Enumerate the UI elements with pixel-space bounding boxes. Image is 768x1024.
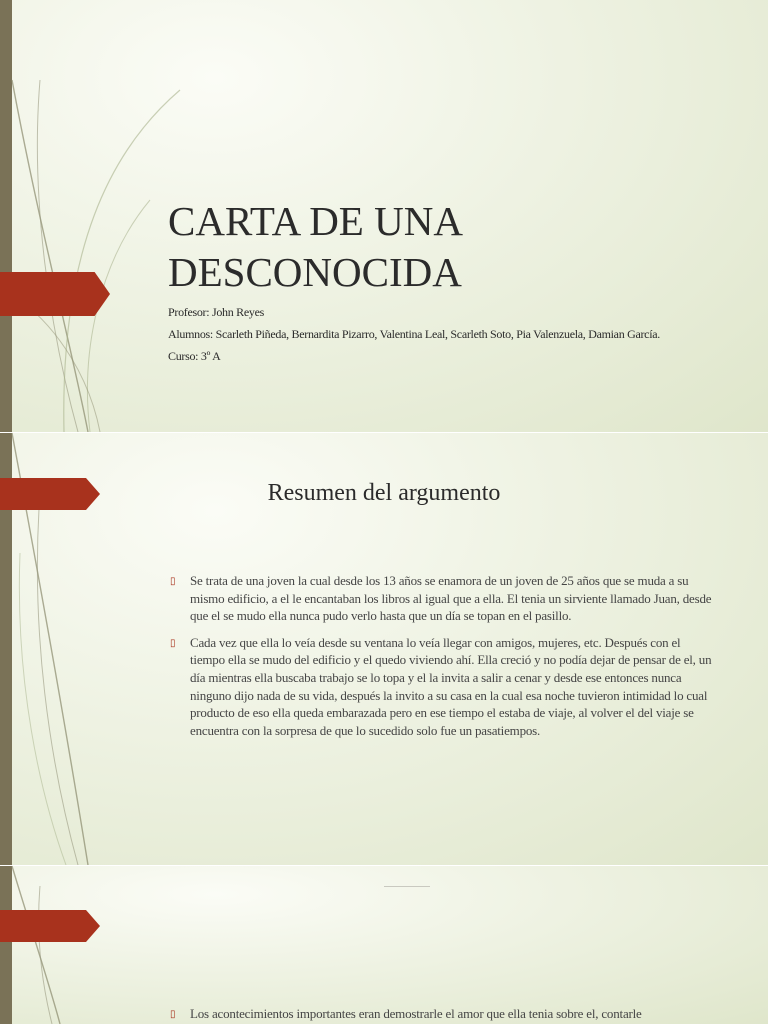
bullet-text: Cada vez que ella lo veía desde su ventana lo veía llegar con amigos, mujeres, etc. Después con el tiempo ella se mudo del edificio y el quedo viviendo ahí. Ella creció y no podía dejar de pensar de el, un día mientras ella buscaba trabajo se lo topa y el la invita a salir a cenar y desde ese entonces nunca ninguno dijo nada de su vida, después la invito a su casa en la cual esa noche tuvieron intimidad lo cual producto de eso ella queda embarazada pero en ese tiempo el estaba de viaje, al volver el del viaje se encuentra con la sorpresa de que lo sucedido solo fue un pasatiempos. [190, 634, 712, 738]
bullet-item [168, 572, 718, 625]
bullet-glyph: ▯ [170, 576, 176, 587]
events-bullet-list [168, 1005, 718, 1024]
students-line: Alumnos: Scarleth Piñeda, Bernardita Pizarro, Valentina Leal, Scarleth Soto, Pia Valenzuela, Damian García. [168, 327, 660, 341]
red-pointer-tab [0, 910, 100, 942]
empty-title-placeholder [384, 886, 430, 887]
slide-events [0, 866, 768, 1024]
bullet-text: Se trata de una joven la cual desde los 13 años se enamora de un joven de 25 años que se muda a su mismo edificio, a el le encantaban los libros al igual que a ella. El tenia un sirviente llamado Juan, desde que el se mudo ella nunca pudo verlo hasta que un día se topan en el pasillo. [190, 573, 712, 624]
bullet-glyph: ▯ [170, 1009, 176, 1020]
professor-line: Profesor: John Reyes [168, 305, 264, 319]
decorative-curves [0, 866, 200, 1024]
summary-bullet-list [168, 572, 718, 748]
title-line-1: CARTA DE UNA [168, 198, 463, 244]
slide-summary [0, 433, 768, 865]
slide-title [0, 0, 768, 432]
summary-heading: Resumen del argumento [267, 480, 501, 506]
bullet-text: Los acontecimientos importantes eran demostrarle el amor que ella tenia sobre el, contarle [190, 1006, 642, 1021]
course-line: Curso: 3º A [168, 349, 221, 363]
bullet-glyph: ▯ [170, 637, 176, 649]
bullet-item [168, 1005, 718, 1023]
title-line-2: DESCONOCIDA [168, 249, 462, 295]
red-pointer-tab [0, 272, 110, 316]
presentation-title [168, 196, 728, 298]
bullet-item [168, 634, 718, 740]
